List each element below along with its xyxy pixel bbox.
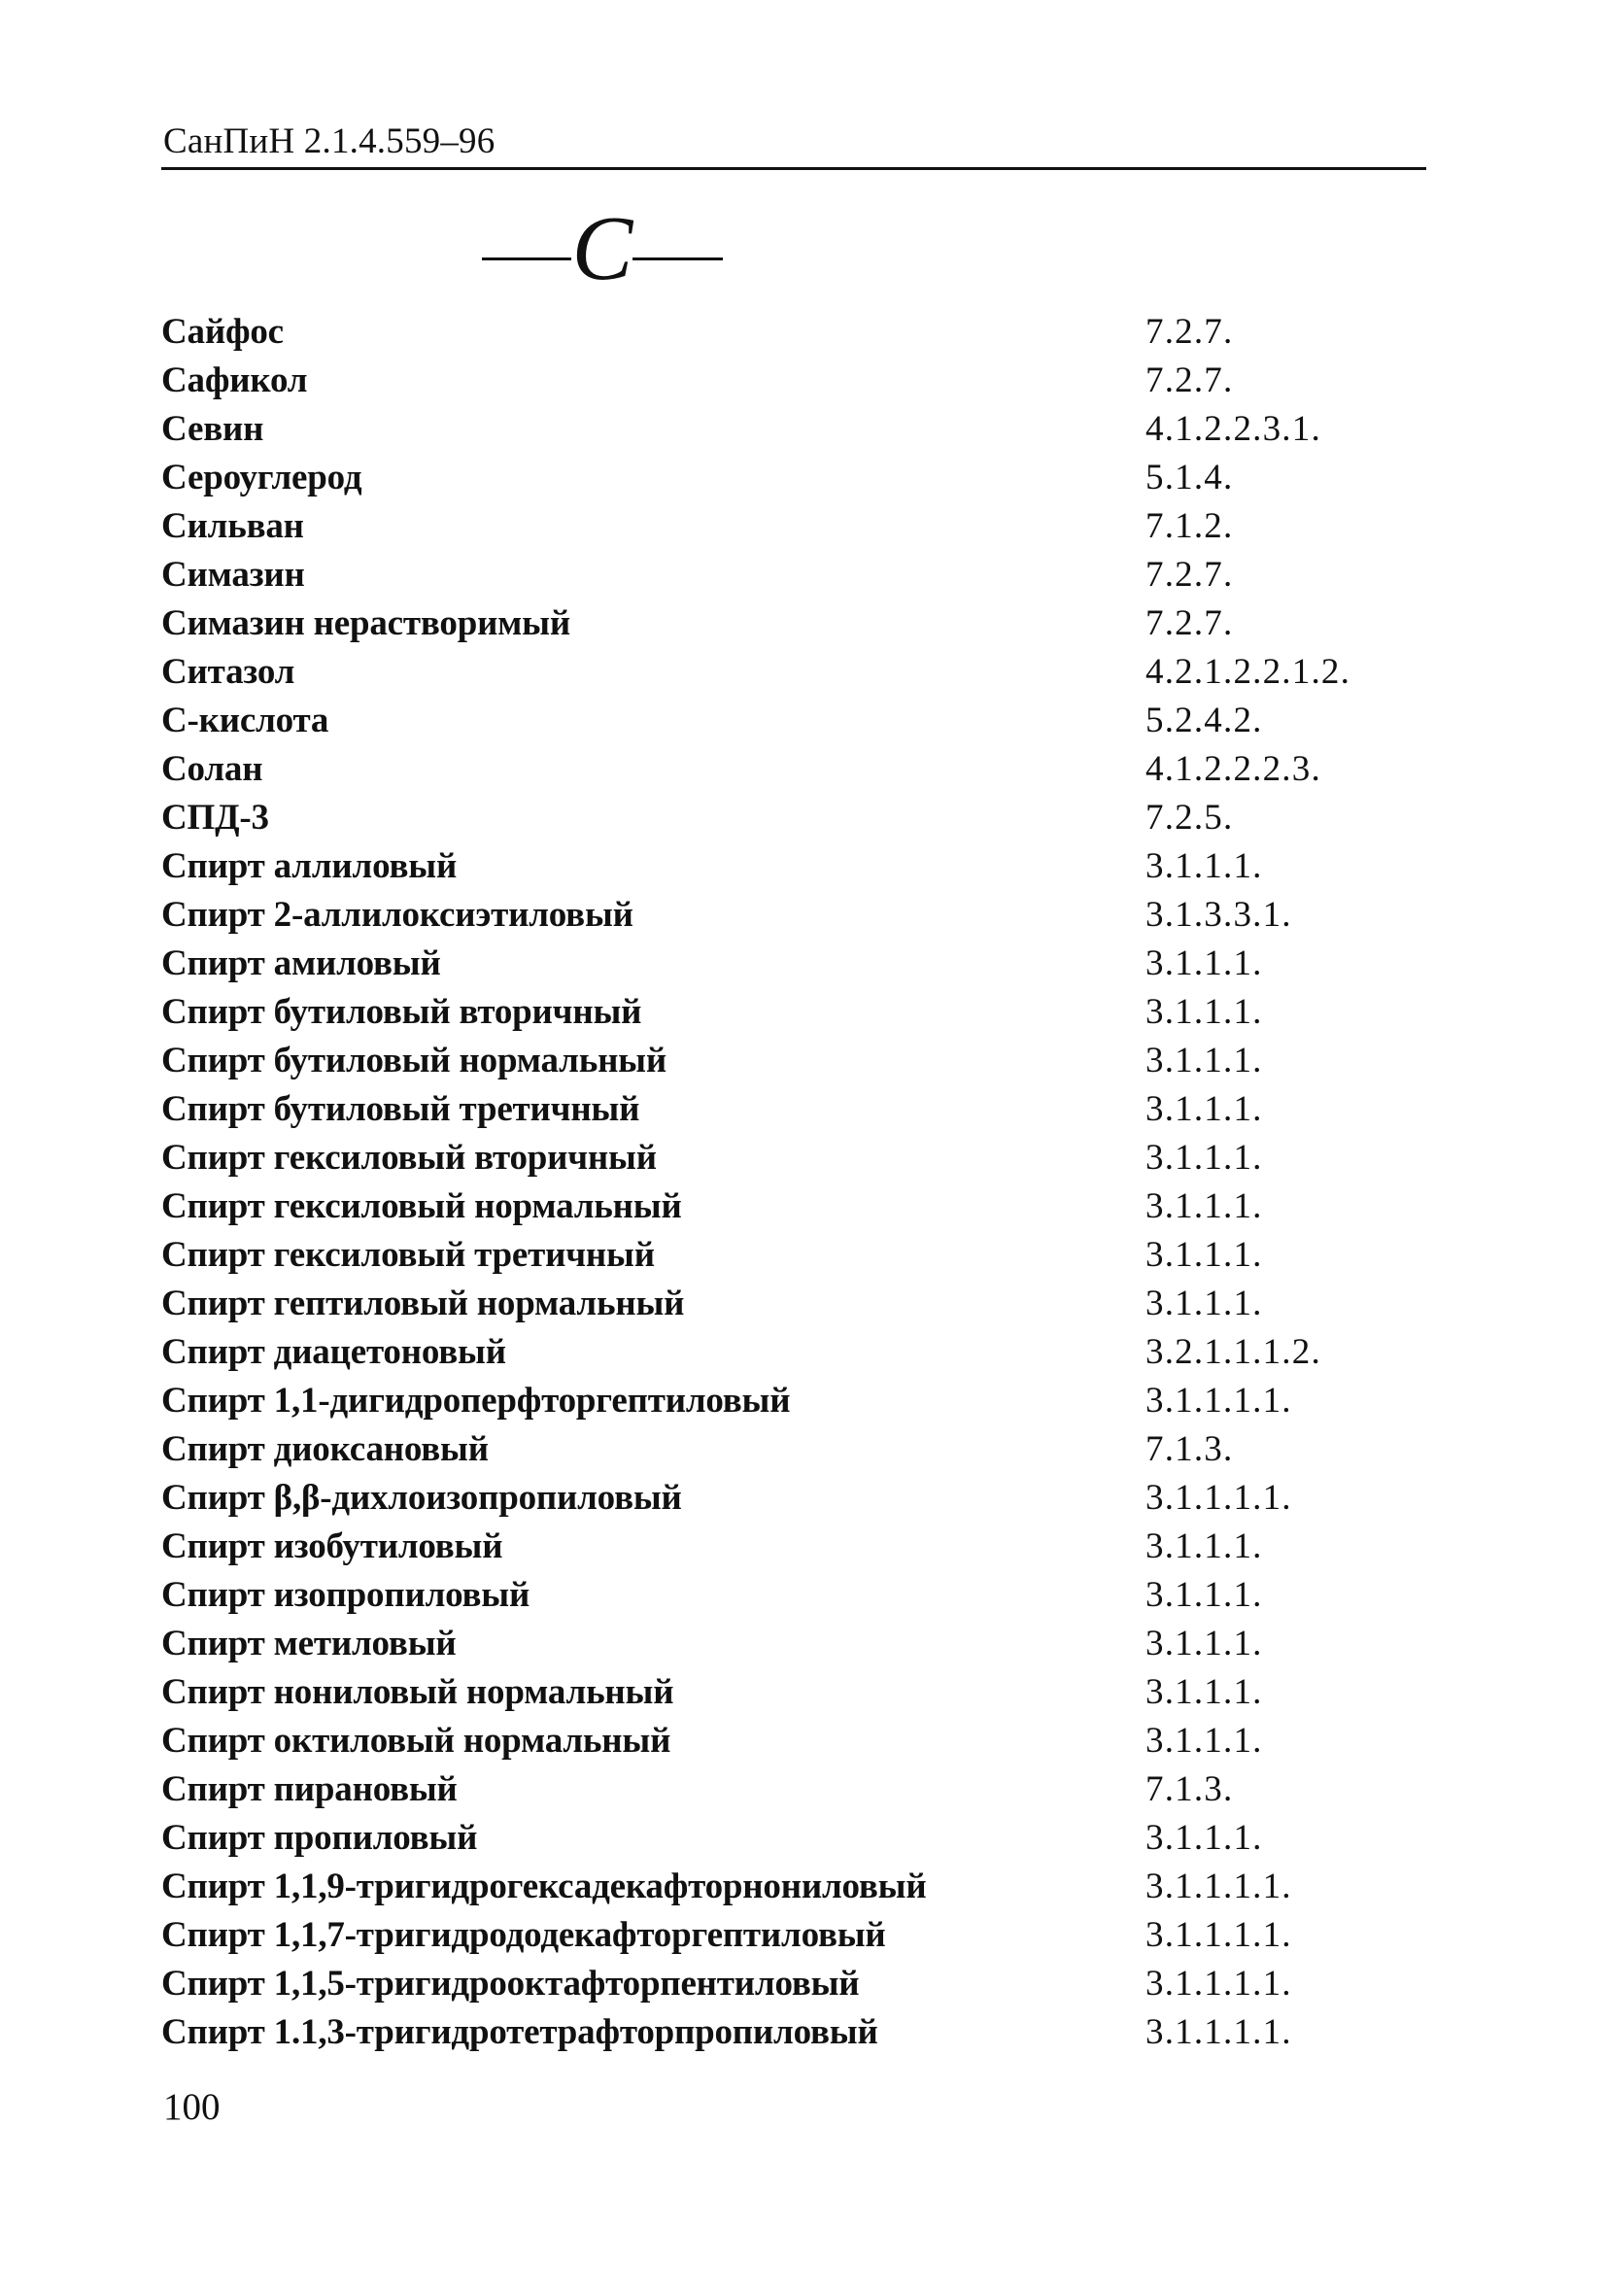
index-entry-term: Спирт диоксановый xyxy=(161,1429,489,1469)
index-entry-term: Спирт 1.1,3-тригидротетрафторпропиловый xyxy=(161,2012,878,2052)
index-entry-reference: 3.2.1.1.1.2. xyxy=(1145,1332,1321,1372)
index-entry-reference: 3.1.3.3.1. xyxy=(1145,895,1292,935)
index-entry-term: Спирт диацетоновый xyxy=(161,1332,506,1372)
index-entry-row xyxy=(161,1960,1366,2008)
index-entry-term: Спирт 1,1,7-тригидрододекафторгептиловый xyxy=(161,1915,886,1955)
index-entry-reference: 7.1.3. xyxy=(1145,1429,1234,1469)
index-entry-term: Спирт пирановый xyxy=(161,1769,458,1809)
index-entry-term: Спирт бутиловый вторичный xyxy=(161,992,642,1032)
index-entry-term: Спирт амиловый xyxy=(161,943,441,983)
index-entry-term: С-кислота xyxy=(161,701,329,740)
index-entry-row xyxy=(161,891,1366,940)
index-entry-reference: 3.1.1.1.1. xyxy=(1145,1381,1292,1421)
index-entry-row xyxy=(161,1523,1366,1571)
index-entry-row xyxy=(161,1377,1366,1425)
index-entry-row xyxy=(161,988,1366,1037)
index-entry-row xyxy=(161,308,1366,357)
section-heading xyxy=(482,198,725,299)
index-entry-reference: 7.2.5. xyxy=(1145,798,1234,838)
index-entry-reference: 3.1.1.1. xyxy=(1145,1186,1263,1226)
index-entry-row xyxy=(161,405,1366,454)
index-entry-term: Спирт гексиловый нормальный xyxy=(161,1186,682,1226)
index-entry-term: Спирт гексиловый третичный xyxy=(161,1235,655,1275)
index-entry-term: Спирт пропиловый xyxy=(161,1818,478,1858)
index-entry-reference: 3.1.1.1. xyxy=(1145,1818,1263,1858)
index-entry-reference: 3.1.1.1.1. xyxy=(1145,1478,1292,1518)
index-entry-term: Симазин нерастворимый xyxy=(161,603,570,643)
index-entry-reference: 4.2.1.2.2.1.2. xyxy=(1145,652,1351,692)
index-entry-reference: 3.1.1.1. xyxy=(1145,1041,1263,1080)
index-entry-term: Спирт бутиловый третичный xyxy=(161,1089,640,1129)
index-entry-row xyxy=(161,1620,1366,1668)
section-heading-right-dash xyxy=(632,257,723,260)
index-entry-term: Ситазол xyxy=(161,652,295,692)
index-entry-row xyxy=(161,1911,1366,1960)
index-entry-reference: 3.1.1.1. xyxy=(1145,992,1263,1032)
index-entry-row xyxy=(161,1328,1366,1377)
index-entry-row xyxy=(161,1134,1366,1182)
index-entry-row xyxy=(161,745,1366,794)
index-entry-row xyxy=(161,1814,1366,1863)
index-entry-row xyxy=(161,454,1366,502)
index-entry-reference: 5.1.4. xyxy=(1145,458,1234,497)
index-entry-reference: 3.1.1.1.1. xyxy=(1145,1915,1292,1955)
index-entry-row xyxy=(161,1085,1366,1134)
index-entry-reference: 7.2.7. xyxy=(1145,603,1234,643)
index-entry-reference: 7.1.2. xyxy=(1145,506,1234,546)
index-entry-row xyxy=(161,794,1366,842)
index-entry-row xyxy=(161,1425,1366,1474)
index-entry-row xyxy=(161,1571,1366,1620)
index-entry-reference: 4.1.2.2.2.3. xyxy=(1145,749,1321,789)
index-entry-row xyxy=(161,600,1366,648)
index-entry-row xyxy=(161,357,1366,405)
index-entry-reference: 3.1.1.1. xyxy=(1145,1575,1263,1615)
index-entry-term: Сильван xyxy=(161,506,304,546)
index-entry-term: Спирт изопропиловый xyxy=(161,1575,530,1615)
index-entry-row xyxy=(161,2008,1366,2057)
index-entry-row xyxy=(161,1474,1366,1523)
index-entry-reference: 3.1.1.1. xyxy=(1145,943,1263,983)
index-entry-term: Спирт β,β-дихлоизопропиловый xyxy=(161,1478,682,1518)
index-entry-reference: 5.2.4.2. xyxy=(1145,701,1263,740)
index-entry-row xyxy=(161,1037,1366,1085)
index-entry-reference: 3.1.1.1.1. xyxy=(1145,1964,1292,2004)
index-entry-term: Спирт 2-аллилоксиэтиловый xyxy=(161,895,633,935)
index-entry-row xyxy=(161,1182,1366,1231)
section-heading-left-dash xyxy=(482,257,571,260)
index-entry-reference: 7.1.3. xyxy=(1145,1769,1234,1809)
index-entry-term: Спирт метиловый xyxy=(161,1624,457,1663)
index-entry-reference: 3.1.1.1.1. xyxy=(1145,1867,1292,1906)
index-entry-reference: 3.1.1.1. xyxy=(1145,846,1263,886)
index-entry-reference: 7.2.7. xyxy=(1145,360,1234,400)
index-entry-reference: 7.2.7. xyxy=(1145,312,1234,352)
index-entry-reference: 3.1.1.1. xyxy=(1145,1089,1263,1129)
index-entry-row xyxy=(161,1231,1366,1280)
index-entry-reference: 3.1.1.1. xyxy=(1145,1672,1263,1712)
index-entry-term: Сафикол xyxy=(161,360,308,400)
index-entry-row xyxy=(161,1280,1366,1328)
index-entry-term: Севин xyxy=(161,409,264,449)
index-entry-row xyxy=(161,551,1366,600)
index-entry-row xyxy=(161,502,1366,551)
index-entry-row xyxy=(161,940,1366,988)
index-entry-term: Спирт октиловый нормальный xyxy=(161,1721,671,1761)
index-entry-row xyxy=(161,1863,1366,1911)
index-entry-reference: 3.1.1.1.1. xyxy=(1145,2012,1292,2052)
index-entry-term: Спирт изобутиловый xyxy=(161,1526,503,1566)
index-entry-term: Спирт аллиловый xyxy=(161,846,458,886)
index-entry-term: Спирт 1,1,9-тригидрогексадекафторнониловый xyxy=(161,1867,927,1906)
index-entry-term: СПД-3 xyxy=(161,798,269,838)
index-entry-reference: 3.1.1.1. xyxy=(1145,1526,1263,1566)
index-entry-reference: 3.1.1.1. xyxy=(1145,1624,1263,1663)
index-entry-term: Спирт 1,1,5-тригидрооктафторпентиловый xyxy=(161,1964,860,2004)
index-entry-term: Спирт бутиловый нормальный xyxy=(161,1041,666,1080)
index-entry-row xyxy=(161,1765,1366,1814)
index-entry-reference: 3.1.1.1. xyxy=(1145,1235,1263,1275)
running-header: СанПиН 2.1.4.559–96 xyxy=(163,121,495,161)
index-entry-reference: 3.1.1.1. xyxy=(1145,1138,1263,1178)
index-entry-row xyxy=(161,648,1366,697)
header-rule xyxy=(161,167,1426,170)
page-number: 100 xyxy=(163,2086,221,2128)
index-entry-term: Симазин xyxy=(161,555,305,595)
index-entry-term: Сайфос xyxy=(161,312,284,352)
index-entry-term: Солан xyxy=(161,749,263,789)
index-entry-term: Спирт гептиловый нормальный xyxy=(161,1284,685,1323)
alphabetical-index-list xyxy=(161,308,1366,2057)
index-entry-row xyxy=(161,1717,1366,1765)
index-entry-row xyxy=(161,842,1366,891)
index-entry-term: Спирт гексиловый вторичный xyxy=(161,1138,657,1178)
index-entry-row xyxy=(161,697,1366,745)
index-entry-reference: 3.1.1.1. xyxy=(1145,1284,1263,1323)
index-entry-reference: 7.2.7. xyxy=(1145,555,1234,595)
section-letter: С xyxy=(571,198,633,299)
index-entry-row xyxy=(161,1668,1366,1717)
index-entry-term: Спирт 1,1-дигидроперфторгептиловый xyxy=(161,1381,791,1421)
index-entry-reference: 3.1.1.1. xyxy=(1145,1721,1263,1761)
index-entry-reference: 4.1.2.2.3.1. xyxy=(1145,409,1321,449)
index-entry-term: Сероуглерод xyxy=(161,458,362,497)
index-entry-term: Спирт нониловый нормальный xyxy=(161,1672,674,1712)
